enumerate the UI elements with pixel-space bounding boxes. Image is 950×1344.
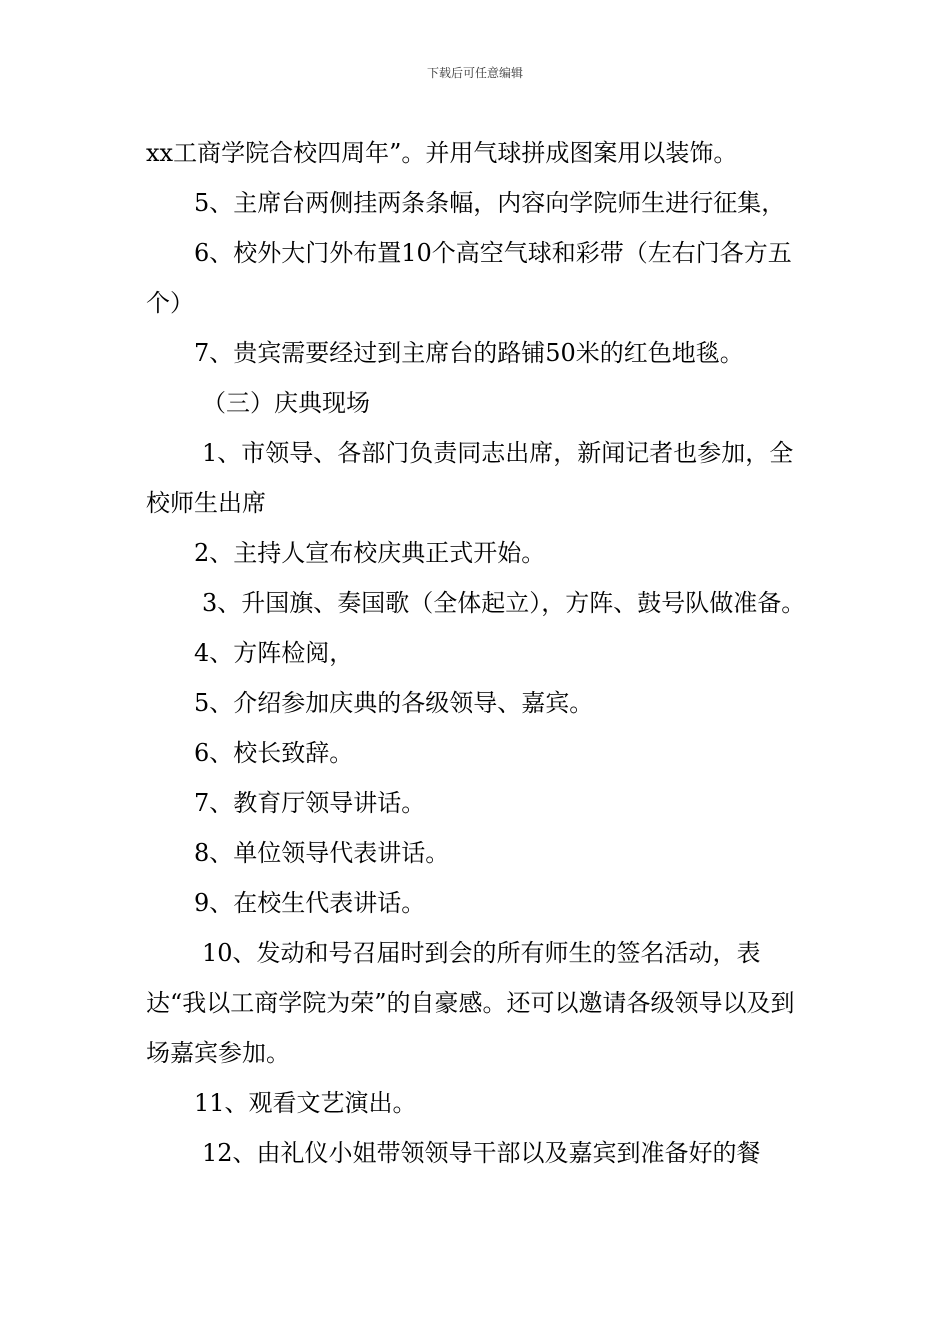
paragraph-item-6-balloons: 6、校外大门外布置10个高空气球和彩带（左右门各方五个）	[146, 239, 792, 317]
paragraph-ceremony-10: 10、发动和号召届时到会的所有师生的签名活动，表达“我以工商学院为荣”的自豪感。还可以邀请各级领导以及到场嘉宾参加。	[146, 939, 795, 1067]
document-body	[146, 128, 810, 1178]
page-header-note: 下载后可任意编辑	[426, 66, 523, 80]
paragraph-ceremony-3: 3、升国旗、奏国歌（全体起立），方阵、鼓号队做准备。	[202, 589, 806, 617]
paragraph-item-7-red-carpet: 7、贵宾需要经过到主席台的路铺50米的红色地毯。	[194, 339, 744, 367]
paragraph-ceremony-1: 1、市领导、各部门负责同志出席，新闻记者也参加，全校师生出席	[146, 439, 794, 517]
paragraph-ceremony-5: 5、介绍参加庆典的各级领导、嘉宾。	[194, 689, 594, 717]
paragraph-ceremony-7: 7、教育厅领导讲话。	[194, 789, 426, 817]
paragraph-decoration-text: xx工商学院合校四周年”。并用气球拼成图案用以装饰。	[146, 139, 738, 167]
paragraph-ceremony-4: 4、方阵检阅，	[194, 639, 354, 667]
paragraph-ceremony-2: 2、主持人宣布校庆典正式开始。	[194, 539, 546, 567]
section-heading-ceremony-site: （三）庆典现场	[202, 389, 370, 417]
paragraph-ceremony-9: 9、在校生代表讲话。	[194, 889, 426, 917]
paragraph-ceremony-8: 8、单位领导代表讲话。	[194, 839, 450, 867]
paragraph-ceremony-6: 6、校长致辞。	[194, 739, 354, 767]
paragraph-ceremony-11: 11、观看文艺演出。	[194, 1089, 417, 1117]
paragraph-ceremony-12: 12、由礼仪小姐带领领导干部以及嘉宾到准备好的餐	[202, 1139, 761, 1167]
paragraph-item-5-banners: 5、主席台两侧挂两条条幅，内容向学院师生进行征集，	[194, 189, 786, 217]
